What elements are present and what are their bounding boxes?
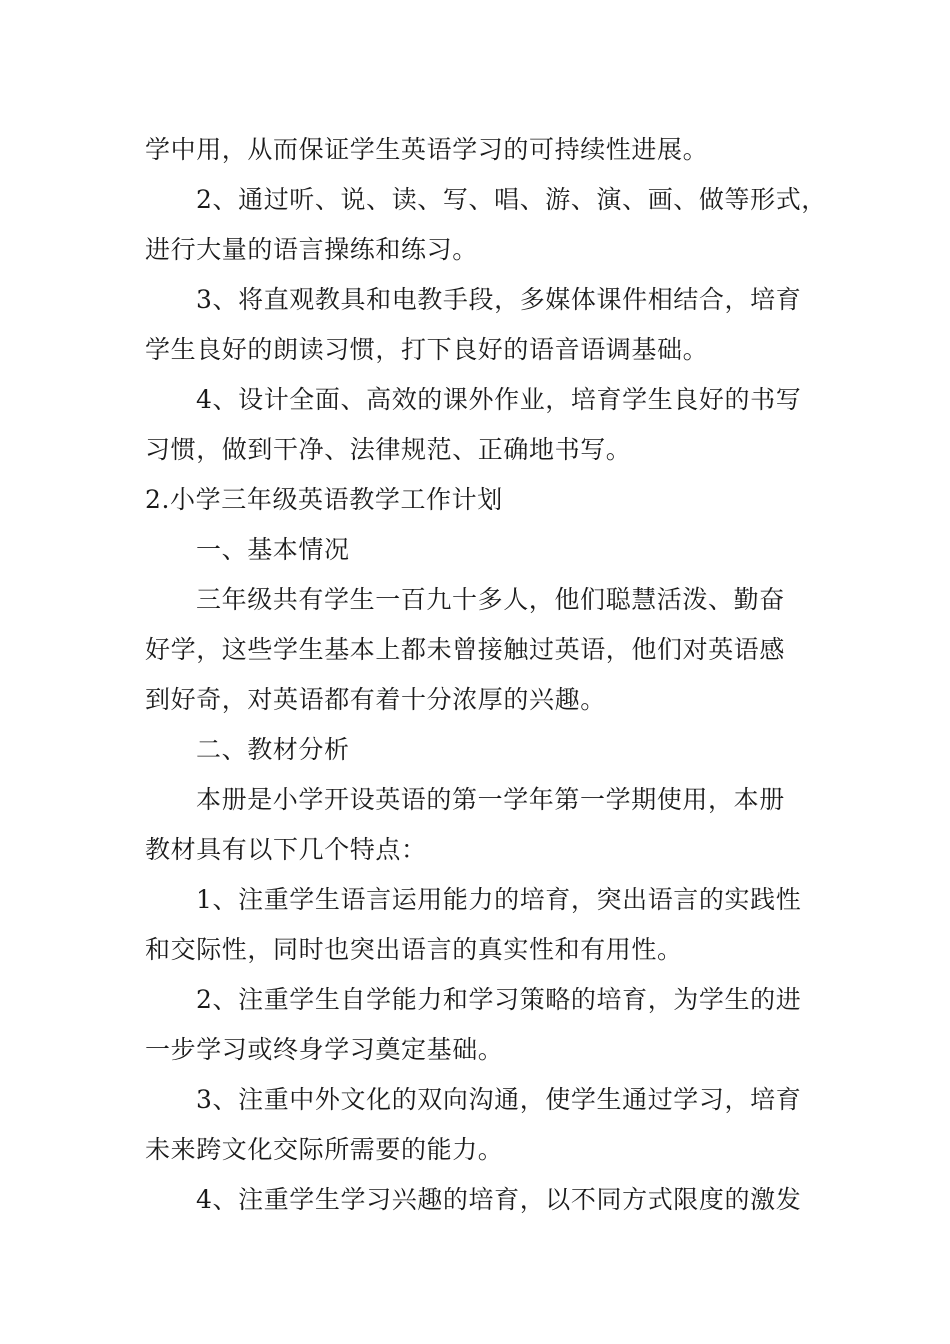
text-line: 好学，这些学生基本上都未曾接触过英语，他们对英语感 [145, 635, 786, 664]
subsection-heading: 二、教材分析 [196, 735, 350, 764]
text-line: 和交际性，同时也突出语言的真实性和有用性。 [145, 935, 683, 964]
text-line: 2、注重学生自学能力和学习策略的培育，为学生的进 [196, 985, 802, 1014]
text-line: 3、注重中外文化的双向沟通，使学生通过学习，培育 [196, 1085, 802, 1114]
text-line: 进行大量的语言操练和练习。 [145, 235, 478, 264]
text-line: 4、注重学生学习兴趣的培育，以不同方式限度的激发 [196, 1185, 802, 1214]
text-line: 1、注重学生语言运用能力的培育，突出语言的实践性 [196, 885, 802, 914]
text-line: 教材具有以下几个特点： [145, 835, 427, 864]
text-line: 一步学习或终身学习奠定基础。 [145, 1035, 504, 1064]
text-line: 到好奇，对英语都有着十分浓厚的兴趣。 [145, 685, 606, 714]
text-line: 2、通过听、说、读、写、唱、游、演、画、做等形式， [196, 185, 827, 214]
text-line: 4、设计全面、高效的课外作业，培育学生良好的书写 [196, 385, 802, 414]
text-line: 本册是小学开设英语的第一学年第一学期使用，本册 [196, 785, 785, 814]
text-line: 学中用，从而保证学生英语学习的可持续性进展。 [145, 135, 709, 164]
text-line: 学生良好的朗读习惯，打下良好的语音语调基础。 [145, 335, 709, 364]
text-line: 未来跨文化交际所需要的能力。 [145, 1135, 504, 1164]
text-line: 3、将直观教具和电教手段，多媒体课件相结合，培育 [196, 285, 802, 314]
subsection-heading: 一、基本情况 [196, 535, 350, 564]
section-title: 2.小学三年级英语教学工作计划 [145, 485, 503, 514]
text-line: 习惯，做到干净、法律规范、正确地书写。 [145, 435, 632, 464]
text-line: 三年级共有学生一百九十多人，他们聪慧活泼、勤奋 [196, 585, 785, 614]
